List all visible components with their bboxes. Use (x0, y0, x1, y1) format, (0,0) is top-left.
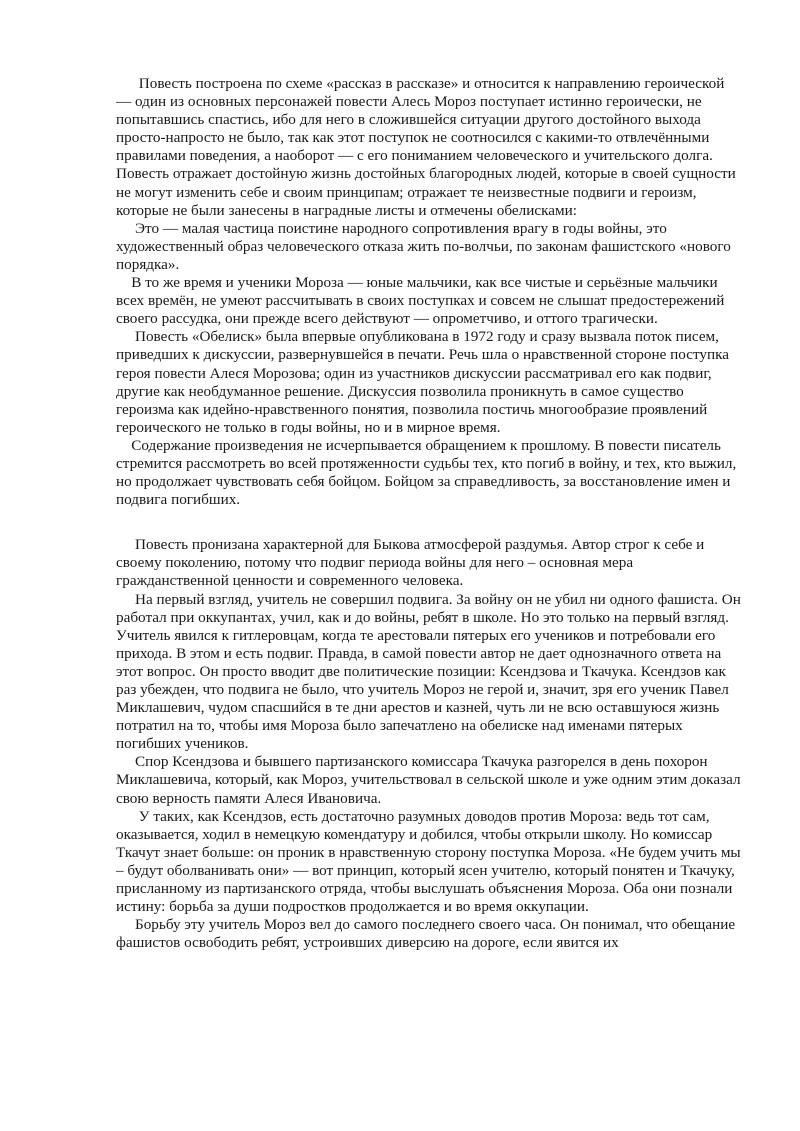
paragraph-arguments: У таких, как Ксендзов, есть достаточно разумных доводов против Мороза: ведь тот сам, оказывается, ходил в немецкую комендатуру и добился, чтобы открыли школу. Но комиссар Ткачут знает больше: он проник в нравственную сторону поступка Мороза. «Не будем учить мы – будут оболванивать они» — вот принцип, который ясен учителю, который понятен и Ткачуку, присланному из партизанского отряда, чтобы выслушать объяснения Мороза. Оба они познали истину: борьба за души подростков продолжается и во время оккупации. (116, 807, 745, 916)
paragraph-genre: Повесть построена по схеме «рассказ в рассказе» и относится к направлению героической — один из основных персонажей повести Алесь Мороз поступает истинно героически, не попытавшись спастись, ибо для него в сложившейся ситуации другого достойного выхода просто-напросто не было, так как этот поступок не соотносился с какими-то отвлечёнными правилами поведения, а наоборот — с его пониманием человеческого и учительского долга. Повесть отражает достойную жизнь достойных благородных людей, которые в своей сущности не могут изменить себе и своим принципам; отражает те неизвестные подвиги и героизм, которые не были занесены в наградные листы и отмечены обелисками: (116, 75, 740, 219)
paragraph-publication: Повесть «Обелиск» была впервые опубликована в 1972 году и сразу вызвала поток писем, приведших к дискуссии, развернувшейся в печати. Речь шла о нравственной стороне поступка героя повести Алеся Морозова; один из участников дискуссии рассматривал его как подвиг, другие как необдуманное решение. Дискуссия позволила проникнуть в самое существо героизма как идейно-нравственного понятия, позволила постичь многообразие проявлений героического не только в годы войны, но и в мирное время. (116, 328, 733, 436)
paragraph-atmosphere: Повесть пронизана характерной для Быкова атмосферой раздумья. Автор строг к себе и своему поколению, потому что подвиг периода войны для него – основная мера гражданственной ценности и современного человека. (116, 536, 709, 590)
paragraph-content: Содержание произведения не исчерпывается обращением к прошлому. В повести писатель стремится рассмотреть во всей протяженности судьбы тех, кто погиб в войну, и тех, кто выжил, но продолжает чувствовать себя бойцом. Бойцом за справедливость, за восстановление имен и подвига погибших. (116, 436, 741, 509)
paragraph-struggle: Борьбу эту учитель Мороз вел до самого последнего своего часа. Он понимал, что обещание фашистов освободить ребят, устроивших диверсию на дороге, если явится их (116, 916, 739, 952)
paragraph-dispute: Спор Ксендзова и бывшего партизанского комиссара Ткачука разгорелся в день похорон Миклашевича, который, как Мороз, учительствовал в сельской школе и уже одним этим доказал свою верность памяти Алеся Ивановича. (116, 753, 745, 807)
paragraph-first-glance: На первый взгляд, учитель не совершил подвига. За войну он не убил ни одного фашиста. Он работал при оккупантах, учил, как и до войны, ребят в школе. Но это только на первый взгляд. Учитель явился к гитлеровцам, когда те арестовали пятерых его учеников и потребовали его прихода. В этом и есть подвиг. Правда, в самой повести автор не дает однозначного ответа на этот вопрос. Он просто вводит две политические позиции: Ксендзова и Ткачука. Ксендзов как раз убежден, что подвига не было, что учитель Мороз не герой и, значит, зря его ученик Павел Миклашевич, чудом спасшийся в те дни арестов и казней, чуть ли не всю оставшуюся жизнь потратил на то, чтобы имя Мороза было запечатлено на обелиске над именами пятерых погибших учеников. (116, 590, 745, 753)
document-page (116, 75, 745, 952)
paragraph-resistance: Это — малая частица поистине народного сопротивления врагу в годы войны, это художественный образ человеческого отказа жить по-волчьи, по законам фашистского «нового порядка». (116, 219, 735, 273)
paragraph-students: В то же время и ученики Мороза — юные мальчики, как все чистые и серьёзные мальчики всех времён, не умеют рассчитывать в своих поступках и совсем не слышат предостережений своего рассудка, они прежде всего действуют — опрометчиво, и оттого трагически. (116, 274, 729, 328)
paragraph-gap (116, 509, 742, 536)
